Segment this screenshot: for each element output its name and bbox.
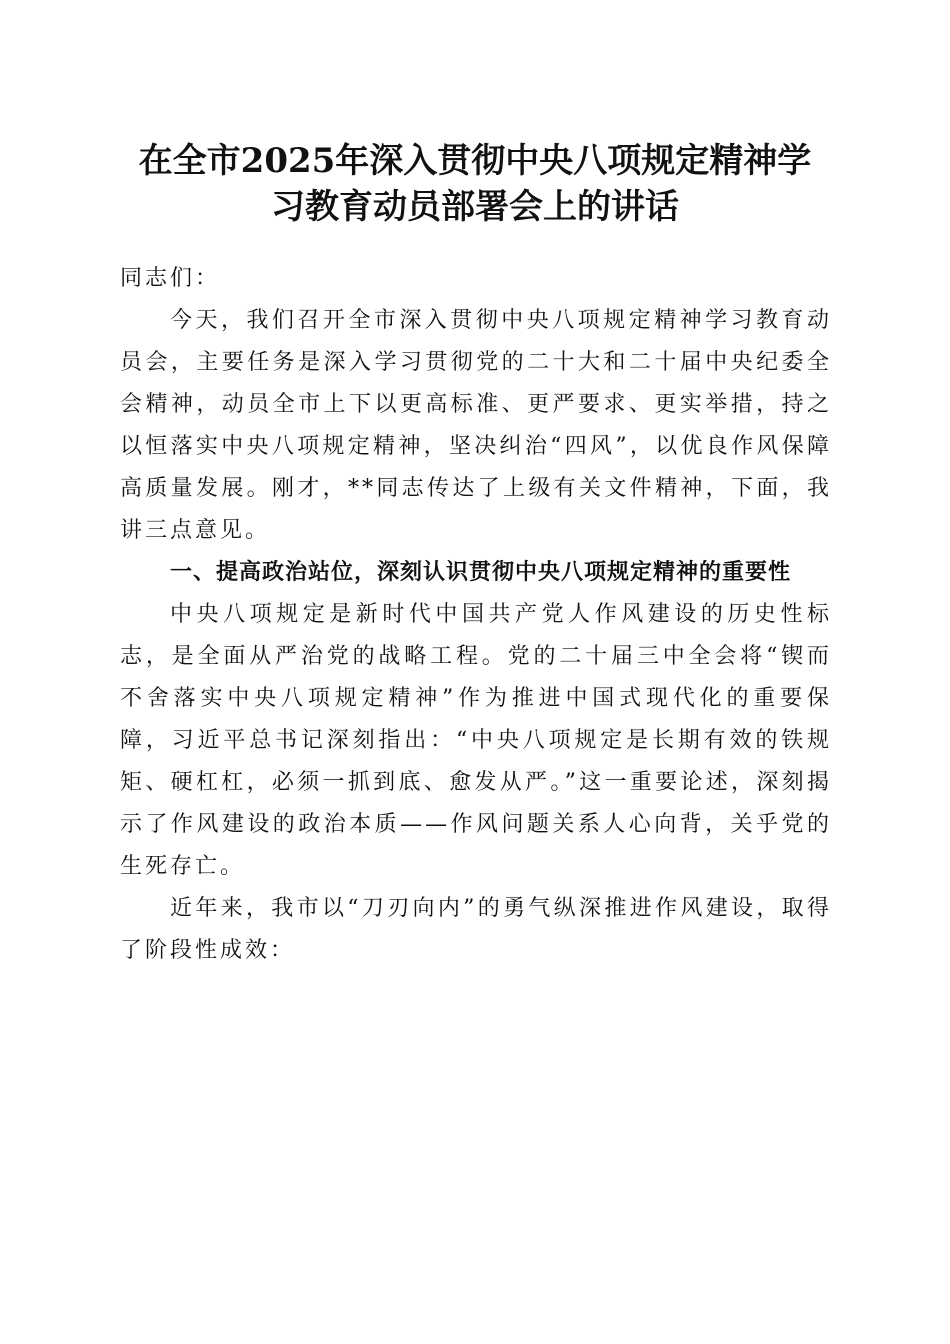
salutation: 同志们： bbox=[120, 266, 221, 291]
section-heading-1: 一、提高政治站位，深刻认识贯彻中央八项规定精神的重要性 bbox=[170, 560, 792, 585]
document-title bbox=[118, 138, 832, 230]
paragraph-intro: 今天，我们召开全市深入贯彻中央八项规定精神学习教育动员会，主要任务是深入学习贯彻党的二十大和二十届中央纪委全会精神，动员全市上下以更高标准、更严要求、更实举措，持之以恒落实中央八项规定精神，坚决纠治“四风”，以优良作风保障高质量发展。刚才，**同志传达了上级有关文件精神，下面，我讲三点意见。 bbox=[120, 308, 832, 543]
paragraph-section1-1: 中央八项规定是新时代中国共产党人作风建设的历史性标志，是全面从严治党的战略工程。党的二十届三中全会将“锲而不舍落实中央八项规定精神”作为推进中国式现代化的重要保障，习近平总书记深刻指出：“中央八项规定是长期有效的铁规矩、硬杠杠，必须一抓到底、愈发从严。”这一重要论述，深刻揭示了作风建设的政治本质——作风问题关系人心向背，关乎党的生死存亡。 bbox=[120, 602, 832, 879]
title-line-1: 在全市2025年深入贯彻中央八项规定精神学 bbox=[138, 141, 812, 181]
paragraph-section1-2: 近年来，我市以“刀刃向内”的勇气纵深推进作风建设，取得了阶段性成效： bbox=[120, 896, 832, 963]
title-line-2: 习教育动员部署会上的讲话 bbox=[271, 187, 679, 227]
document-body bbox=[120, 258, 832, 972]
